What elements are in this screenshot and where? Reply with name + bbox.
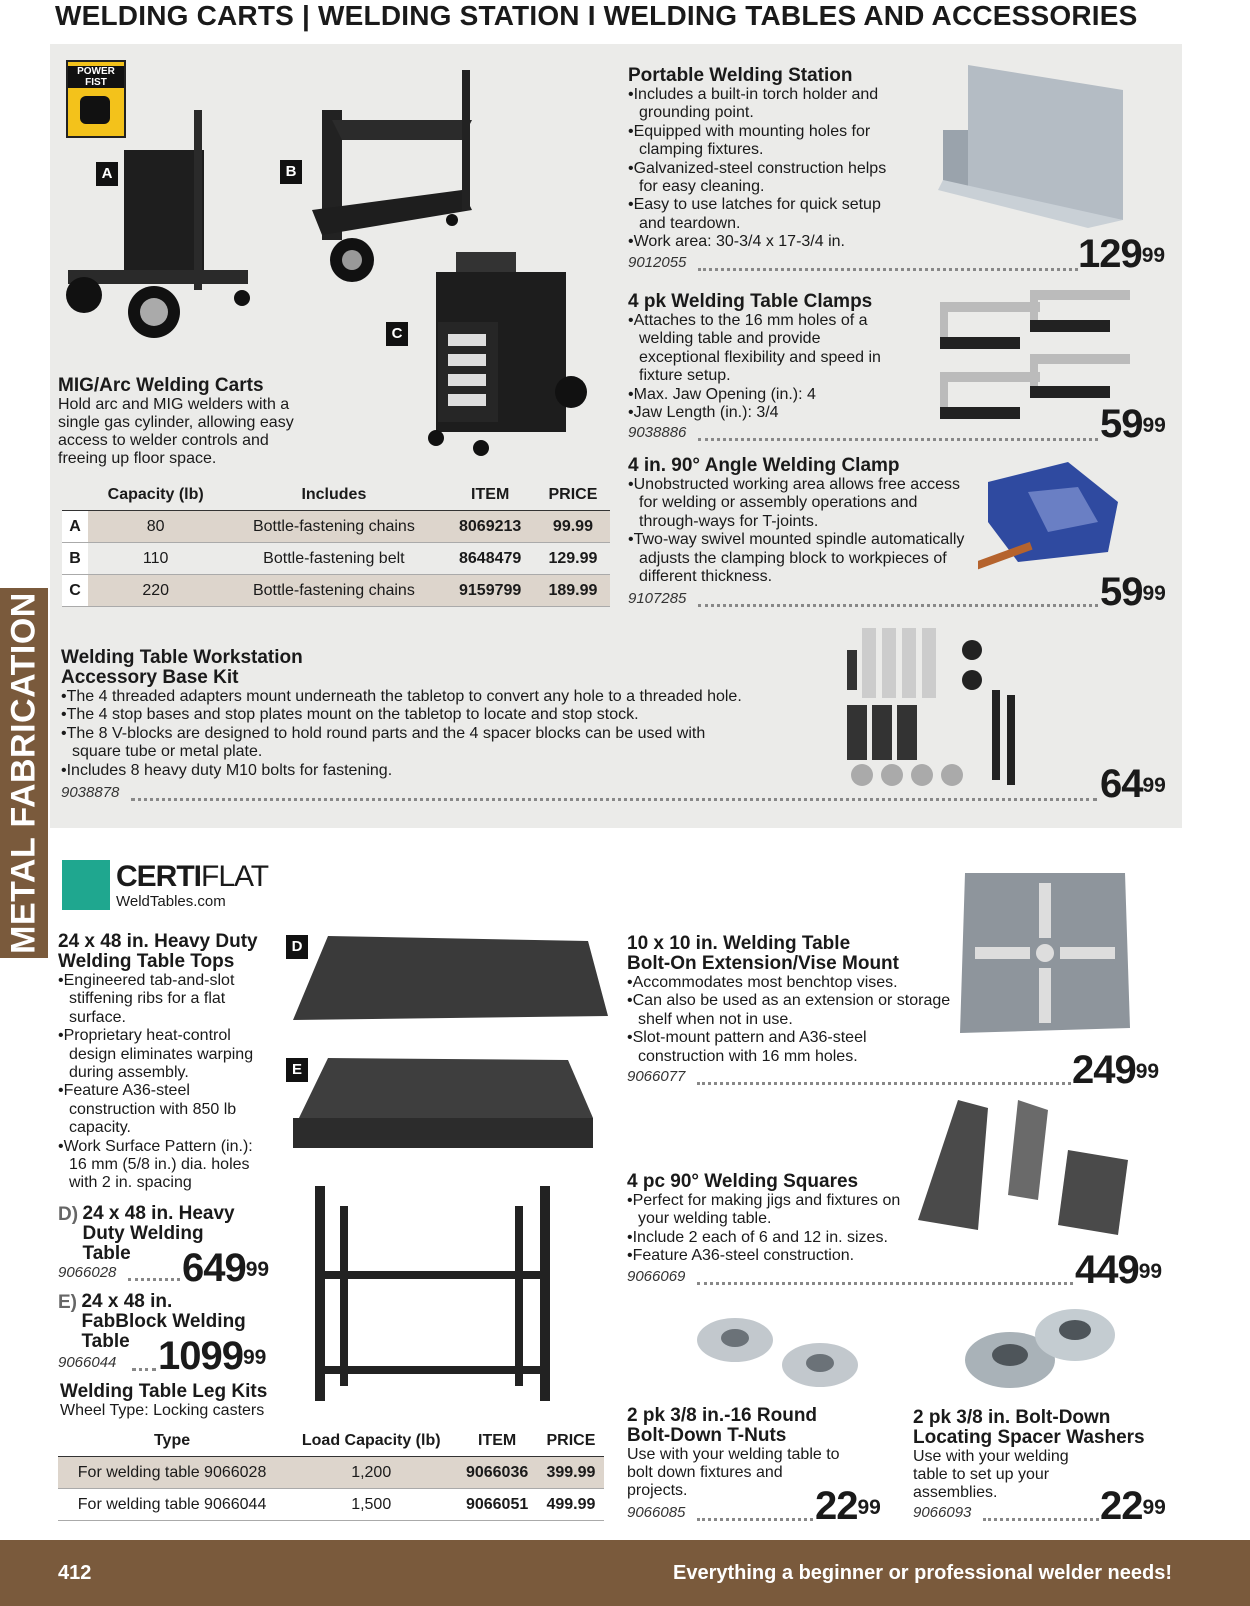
station-bullet: • Includes a built-in torch holder and grounding point.: [628, 86, 898, 123]
clamps-bullet: • Jaw Length (in.): 3/4: [628, 404, 898, 422]
clamps-title: 4 pk Welding Table Clamps: [628, 291, 873, 312]
spacer-washers-price: [1100, 1486, 1166, 1526]
station-sku: 9012055: [628, 254, 687, 271]
t-nuts-price-cents: 99: [857, 1496, 881, 1519]
row-price: 499.99: [546, 1495, 596, 1513]
row-item: 9066036: [465, 1463, 529, 1481]
clamps-price: [1100, 404, 1166, 444]
kit-bullet: • The 4 threaded adapters mount underneath the tabletop to convert any hole to a threaded hole.: [61, 688, 801, 706]
product-e-leader-dots: [132, 1368, 156, 1371]
clamps-bullet: • Attaches to the 16 mm holes of a welding table and provide exceptional flexibility and speed in fixture setup.: [628, 312, 898, 386]
carts-title: MIG/Arc Welding Carts: [58, 375, 264, 396]
t-nuts-title-line1: 2 pk 3/8 in.-16 Round: [627, 1405, 818, 1426]
table-tops-bullet: • Proprietary heat-control design eliminates warping during assembly.: [58, 1027, 268, 1082]
spacer-washers-description: Use with your welding table to set up your assemblies.: [913, 1448, 1069, 1501]
t-nuts-sku: 9066085: [627, 1504, 686, 1521]
kit-price-dollars: 64: [1100, 762, 1143, 806]
row-includes: Bottle-fastening chains: [252, 581, 415, 599]
clamps-price-dollars: 59: [1100, 402, 1143, 446]
station-bullet: • Work area: 30-3/4 x 17-3/4 in.: [628, 233, 898, 251]
cart-a-image: [64, 90, 264, 350]
carts-th-item: ITEM: [471, 485, 510, 503]
angle-clamp-image: [978, 462, 1128, 572]
extension-price: [1072, 1050, 1159, 1090]
welding-station-image: [938, 60, 1148, 230]
table-e-label: E: [286, 1058, 308, 1082]
kit-leader-dots: [131, 798, 1097, 801]
table-tops-block: [58, 932, 273, 1193]
table-row: [62, 575, 610, 607]
row-item: 8648479: [459, 549, 522, 567]
cart-c-label: C: [386, 322, 408, 346]
table-row: [62, 511, 610, 543]
station-block: [628, 66, 898, 252]
spacer-washers-price-dollars: 22: [1100, 1484, 1143, 1528]
row-type: For welding table 9066044: [77, 1495, 267, 1513]
extension-price-dollars: 249: [1072, 1048, 1136, 1092]
welding-squares-image: [918, 1100, 1138, 1240]
row-capacity: 110: [142, 549, 169, 567]
squares-leader-dots: [697, 1282, 1073, 1285]
spacer-washers-title-line2: Locating Spacer Washers: [913, 1427, 1145, 1448]
extension-block: [627, 934, 957, 1066]
side-tab-label: METAL FABRICATION: [4, 592, 43, 954]
carts-description: Hold arc and MIG welders with a single gas cylinder, allowing easy access to welder controls and freeing up floor space.: [58, 396, 294, 467]
legs-th-capacity: Load Capacity (lb): [301, 1431, 441, 1449]
row-letter: A: [62, 511, 88, 543]
angle-clamp-bullet: • Unobstructed working area allows free access for welding or assembly operations and through-ways for T-joints.: [628, 476, 973, 531]
cart-b-label: B: [280, 160, 302, 184]
table-d-label: D: [286, 935, 308, 959]
legs-th-type: Type: [153, 1431, 191, 1449]
product-d-leader-dots: [128, 1278, 180, 1281]
kit-bullet: • The 8 V-blocks are designed to hold round parts and the 4 spacer blocks can be used with square tube or metal plate.: [61, 725, 722, 762]
extension-sku: 9066077: [627, 1068, 686, 1085]
product-e-price-cents: 99: [242, 1346, 267, 1369]
t-nuts-leader-dots: [697, 1518, 813, 1521]
kit-bullet: • Includes 8 heavy duty M10 bolts for fastening.: [61, 762, 801, 780]
spacer-washers-price-cents: 99: [1142, 1496, 1166, 1519]
table-e-image: [288, 1058, 608, 1158]
t-nuts-image: [690, 1310, 870, 1400]
extension-plate-image: [955, 868, 1135, 1038]
accessory-kit-image: [842, 620, 1042, 790]
carts-th-blank: [62, 479, 88, 511]
kit-title-line2: Accessory Base Kit: [61, 667, 239, 688]
row-includes: Bottle-fastening chains: [252, 517, 415, 535]
station-bullet: • Equipped with mounting holes for clamping fixtures.: [628, 123, 898, 160]
angle-clamp-block: [628, 456, 973, 586]
leg-kits-block: [60, 1382, 320, 1420]
product-d-name: 24 x 48 in. Heavy Duty Welding Table: [82, 1203, 235, 1264]
legs-th-price: PRICE: [546, 1431, 596, 1449]
t-nuts-price: [815, 1486, 881, 1526]
row-capacity: 1,200: [351, 1463, 392, 1481]
kit-bullet: • The 4 stop bases and stop plates mount on the tabletop to locate and stop stock.: [61, 706, 801, 724]
table-tops-title-line1: 24 x 48 in. Heavy Duty: [58, 931, 258, 952]
footer-tagline: Everything a beginner or professional welder needs!: [672, 1562, 1172, 1584]
angle-clamp-bullet: • Two-way swivel mounted spindle automatically adjusts the clamping block to workpieces of different thickness.: [628, 531, 973, 586]
product-d-letter: D): [58, 1204, 79, 1225]
row-includes: Bottle-fastening belt: [263, 549, 405, 567]
product-d-sku: 9066028: [58, 1264, 117, 1281]
squares-block: [627, 1172, 927, 1266]
angle-clamp-price: [1100, 572, 1166, 612]
extension-bullet: • Can also be used as an extension or storage shelf when not in use.: [627, 992, 957, 1029]
product-d-price-cents: 99: [245, 1258, 270, 1281]
spacer-washers-title-line1: 2 pk 3/8 in. Bolt-Down: [913, 1407, 1111, 1428]
extension-leader-dots: [697, 1082, 1071, 1085]
section-side-tab: [0, 588, 48, 958]
product-e-sku: 9066044: [58, 1354, 117, 1371]
squares-bullet: • Feature A36-steel construction.: [627, 1247, 917, 1265]
spacer-washers-leader-dots: [983, 1518, 1099, 1521]
product-e-price: [158, 1336, 266, 1376]
carts-th-capacity: Capacity (lb): [107, 485, 204, 503]
row-price: 99.99: [552, 517, 593, 535]
row-capacity: 220: [142, 581, 170, 599]
station-leader-dots: [698, 268, 1078, 271]
extension-title-line1: 10 x 10 in. Welding Table: [627, 933, 851, 954]
row-item: 8069213: [459, 517, 522, 535]
kit-price-cents: 99: [1142, 774, 1166, 797]
table-tops-bullet: • Engineered tab-and-slot stiffening ribs for a flat surface.: [58, 972, 268, 1027]
spacer-washers-image: [960, 1300, 1130, 1400]
t-nuts-description: Use with your welding table to bolt down fixtures and projects.: [627, 1446, 840, 1499]
cart-c-image: [416, 242, 596, 462]
table-tops-bullet: • Work Surface Pattern (in.): 16 mm (5/8 in.) dia. holes with 2 in. spacing: [58, 1138, 268, 1193]
page-number: 412: [58, 1562, 92, 1584]
table-row: [58, 1457, 604, 1489]
squares-title: 4 pc 90° Welding Squares: [627, 1171, 859, 1192]
clamps-block: [628, 292, 898, 422]
product-e-price-dollars: 1099: [158, 1334, 243, 1378]
table-tops-bullet: • Feature A36-steel construction with 850 lb capacity.: [58, 1082, 268, 1137]
row-price: 189.99: [548, 581, 598, 599]
certiflat-bold: CERTI: [116, 860, 201, 893]
station-price-dollars: 129: [1078, 232, 1142, 276]
squares-bullet: • Perfect for making jigs and fixtures on your welding table.: [627, 1192, 917, 1229]
extension-bullet: • Accommodates most benchtop vises.: [627, 974, 957, 992]
row-price: 399.99: [546, 1463, 596, 1481]
angle-clamp-title: 4 in. 90° Angle Welding Clamp: [628, 455, 900, 476]
clamps-bullet: • Max. Jaw Opening (in.): 4: [628, 386, 898, 404]
angle-clamp-price-cents: 99: [1142, 582, 1166, 605]
product-d-price: [182, 1248, 269, 1288]
clamps-price-cents: 99: [1142, 414, 1166, 437]
squares-bullet: • Include 2 each of 6 and 12 in. sizes.: [627, 1229, 917, 1247]
angle-clamp-sku: 9107285: [628, 590, 687, 607]
row-capacity: 80: [146, 517, 165, 535]
leg-kits-table: [58, 1425, 604, 1521]
extension-title-line2: Bolt-On Extension/Vise Mount: [627, 953, 899, 974]
row-item: 9066051: [465, 1495, 529, 1513]
row-item: 9159799: [459, 581, 522, 599]
squares-price-cents: 99: [1138, 1260, 1163, 1283]
angle-clamp-price-dollars: 59: [1100, 570, 1143, 614]
extension-bullet: • Slot-mount pattern and A36-steel construction with 16 mm holes.: [627, 1029, 957, 1066]
t-nuts-price-dollars: 22: [815, 1484, 858, 1528]
clamps-sku: 9038886: [628, 424, 687, 441]
certiflat-light: FLAT: [201, 860, 269, 893]
leg-kit-image: [300, 1186, 570, 1411]
certiflat-logo-icon: [62, 860, 110, 910]
squares-sku: 9066069: [627, 1268, 686, 1285]
station-bullet: • Galvanized-steel construction helps for easy cleaning.: [628, 160, 898, 197]
squares-price: [1075, 1250, 1162, 1290]
station-title: Portable Welding Station: [628, 65, 853, 86]
station-bullet: • Easy to use latches for quick setup and teardown.: [628, 196, 898, 233]
row-letter: C: [62, 575, 88, 607]
t-nuts-title-line2: Bolt-Down T-Nuts: [627, 1425, 787, 1446]
carts-table: [62, 479, 610, 607]
legs-th-item: ITEM: [478, 1431, 517, 1449]
row-capacity: 1,500: [351, 1495, 392, 1513]
kit-block: [61, 648, 841, 780]
product-e-name: 24 x 48 in. FabBlock Welding Table: [81, 1291, 246, 1352]
row-price: 129.99: [548, 549, 598, 567]
leg-kits-title: Welding Table Leg Kits: [60, 1381, 268, 1402]
kit-title-line1: Welding Table Workstation: [61, 647, 303, 668]
table-tops-title-line2: Welding Table Tops: [58, 951, 235, 972]
page-title: WELDING CARTS | WELDING STATION I WELDING TABLES AND ACCESSORIES: [55, 0, 1138, 31]
power-fist-logo-text: POWER FIST: [68, 66, 124, 88]
squares-price-dollars: 449: [1075, 1248, 1139, 1292]
table-row: [62, 543, 610, 575]
row-letter: B: [62, 543, 88, 575]
product-d-price-dollars: 649: [182, 1246, 246, 1290]
table-d-image: [288, 936, 618, 1026]
leg-kits-subtitle: Wheel Type: Locking casters: [60, 1402, 265, 1419]
cart-a-label: A: [96, 162, 118, 186]
carts-th-includes: Includes: [301, 485, 367, 503]
clamps-leader-dots: [698, 438, 1098, 441]
angle-clamp-leader-dots: [698, 604, 1098, 607]
station-price: [1078, 234, 1165, 274]
page-footer: [0, 1540, 1250, 1606]
spacer-washers-sku: 9066093: [913, 1504, 972, 1521]
certiflat-logo-wordmark: [116, 860, 268, 894]
carts-block: [58, 376, 308, 468]
product-e-letter: E): [58, 1292, 77, 1313]
station-price-cents: 99: [1141, 244, 1166, 267]
row-type: For welding table 9066028: [77, 1463, 267, 1481]
kit-sku: 9038878: [61, 784, 120, 801]
extension-price-cents: 99: [1135, 1060, 1160, 1083]
table-row: [58, 1489, 604, 1521]
kit-price: [1100, 764, 1166, 804]
carts-th-price: PRICE: [548, 485, 598, 503]
certiflat-url: WeldTables.com: [116, 893, 226, 910]
